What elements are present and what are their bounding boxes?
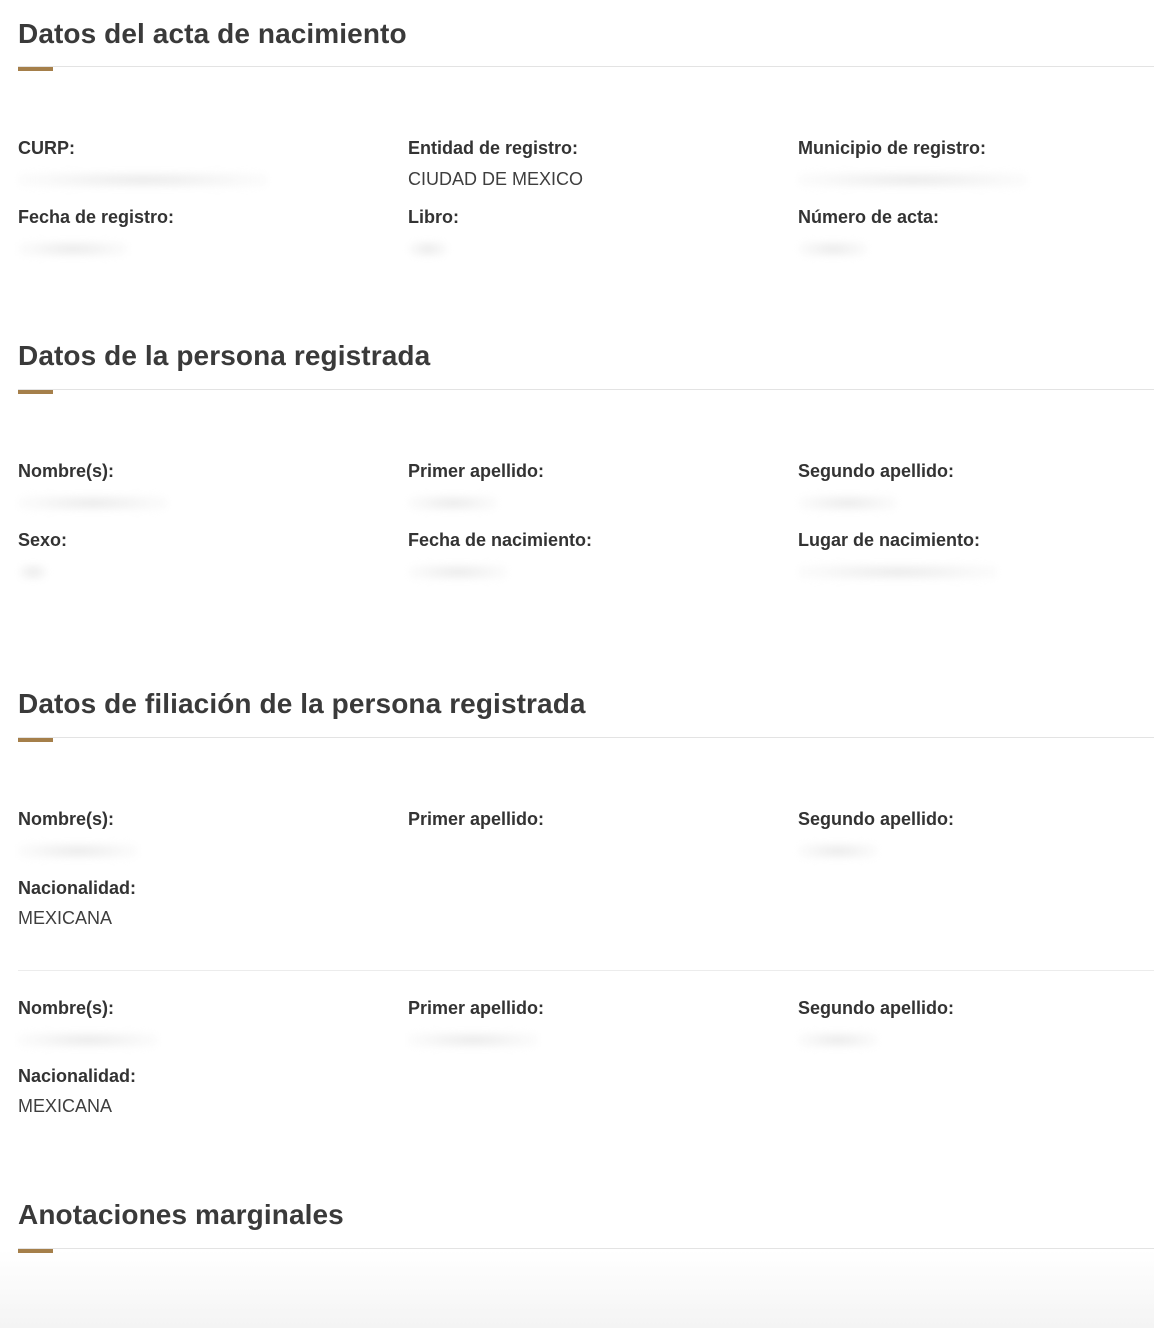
filiacion-section-title: Datos de filiación de la persona registrada	[18, 688, 586, 719]
padre1-nombre-label: Nombre(s):	[18, 809, 115, 829]
fecha-nacimiento-redacted	[408, 563, 508, 581]
fecha-nacimiento-field	[408, 529, 768, 582]
curp-value	[18, 168, 378, 190]
curp-label: CURP:	[18, 138, 75, 158]
curp-redacted	[18, 171, 268, 189]
persona-nombre-value	[18, 491, 378, 513]
fecha-nacimiento-label: Fecha de nacimiento:	[408, 530, 593, 550]
padre2-primer-apellido-field	[408, 997, 768, 1050]
persona-section-rule	[18, 389, 1154, 390]
numero-acta-value	[798, 237, 1154, 259]
padre2-nombre-redacted	[18, 1031, 158, 1049]
curp-field	[18, 137, 378, 190]
parents-divider	[18, 970, 1154, 971]
padre1-primer-apellido-label: Primer apellido:	[408, 809, 545, 829]
padre1-nacionalidad-field	[18, 877, 378, 929]
persona-nombre-label: Nombre(s):	[18, 461, 115, 481]
municipio-registro-field	[798, 137, 1154, 190]
lugar-nacimiento-value	[798, 560, 1154, 582]
lugar-nacimiento-field	[798, 529, 1154, 582]
padre1-primer-apellido-value	[408, 839, 768, 861]
padre2-primer-apellido-label: Primer apellido:	[408, 998, 545, 1018]
padre1-segundo-apellido-label: Segundo apellido:	[798, 809, 954, 829]
filiacion-section-accent	[18, 738, 53, 742]
padre2-primer-apellido-value	[408, 1028, 768, 1050]
padre2-nombre-label: Nombre(s):	[18, 998, 115, 1018]
numero-acta-redacted	[798, 240, 868, 258]
sexo-value	[18, 560, 378, 582]
persona-segundo-apellido-field	[798, 460, 1154, 513]
lugar-nacimiento-label: Lugar de nacimiento:	[798, 530, 981, 550]
persona-primer-apellido-label: Primer apellido:	[408, 461, 545, 481]
acta-section-title: Datos del acta de nacimiento	[18, 18, 407, 49]
padre1-nacionalidad-label: Nacionalidad:	[18, 878, 137, 898]
padre2-segundo-apellido-field	[798, 997, 1154, 1050]
municipio-registro-label: Municipio de registro:	[798, 138, 987, 158]
entidad-registro-field	[408, 137, 768, 190]
fecha-registro-redacted	[18, 240, 128, 258]
padre1-segundo-apellido-redacted	[798, 842, 878, 860]
fecha-nacimiento-value	[408, 560, 768, 582]
padre2-nombre-field	[18, 997, 378, 1050]
persona-segundo-apellido-label: Segundo apellido:	[798, 461, 954, 481]
persona-primer-apellido-redacted	[408, 494, 498, 512]
padre1-nacionalidad-value: MEXICANA	[18, 908, 113, 928]
libro-redacted	[408, 240, 448, 258]
persona-section-accent	[18, 390, 53, 394]
numero-acta-label: Número de acta:	[798, 207, 940, 227]
padre1-segundo-apellido-value	[798, 839, 1154, 861]
padre1-nombre-redacted	[18, 842, 138, 860]
bottom-fade	[0, 1250, 1154, 1328]
persona-nombre-field	[18, 460, 378, 513]
acta-section-accent	[18, 67, 53, 71]
numero-acta-field	[798, 206, 1154, 259]
padre2-segundo-apellido-value	[798, 1028, 1154, 1050]
anotaciones-section-title: Anotaciones marginales	[18, 1199, 344, 1230]
persona-section-title: Datos de la persona registrada	[18, 340, 431, 371]
entidad-registro-value: CIUDAD DE MEXICO	[408, 169, 584, 189]
libro-field	[408, 206, 768, 259]
libro-value	[408, 237, 768, 259]
padre2-nacionalidad-field	[18, 1065, 378, 1117]
anotaciones-section	[18, 1199, 1154, 1259]
persona-segundo-apellido-redacted	[798, 494, 898, 512]
entidad-registro-label: Entidad de registro:	[408, 138, 579, 158]
lugar-nacimiento-redacted	[798, 563, 998, 581]
padre2-nombre-value	[18, 1028, 378, 1050]
municipio-registro-value	[798, 168, 1154, 190]
fecha-registro-value	[18, 237, 378, 259]
padre1-primer-apellido-field	[408, 808, 768, 861]
persona-primer-apellido-field	[408, 460, 768, 513]
sexo-redacted	[18, 563, 48, 581]
filiacion-section-rule	[18, 737, 1154, 738]
padre1-segundo-apellido-field	[798, 808, 1154, 861]
padre2-nacionalidad-value: MEXICANA	[18, 1096, 113, 1116]
padre1-nombre-value	[18, 839, 378, 861]
persona-nombre-redacted	[18, 494, 168, 512]
anotaciones-section-accent	[18, 1249, 53, 1253]
sexo-label: Sexo:	[18, 530, 68, 550]
persona-primer-apellido-value	[408, 491, 768, 513]
fecha-registro-field	[18, 206, 378, 259]
persona-segundo-apellido-value	[798, 491, 1154, 513]
libro-label: Libro:	[408, 207, 459, 227]
acta-section-rule	[18, 66, 1154, 67]
sexo-field	[18, 529, 378, 582]
padre2-segundo-apellido-redacted	[798, 1031, 878, 1049]
padre2-primer-apellido-redacted	[408, 1031, 538, 1049]
fecha-registro-label: Fecha de registro:	[18, 207, 175, 227]
padre2-nacionalidad-label: Nacionalidad:	[18, 1066, 137, 1086]
padre2-segundo-apellido-label: Segundo apellido:	[798, 998, 954, 1018]
padre1-nombre-field	[18, 808, 378, 861]
municipio-redacted	[798, 171, 1028, 189]
anotaciones-section-rule	[18, 1248, 1154, 1249]
